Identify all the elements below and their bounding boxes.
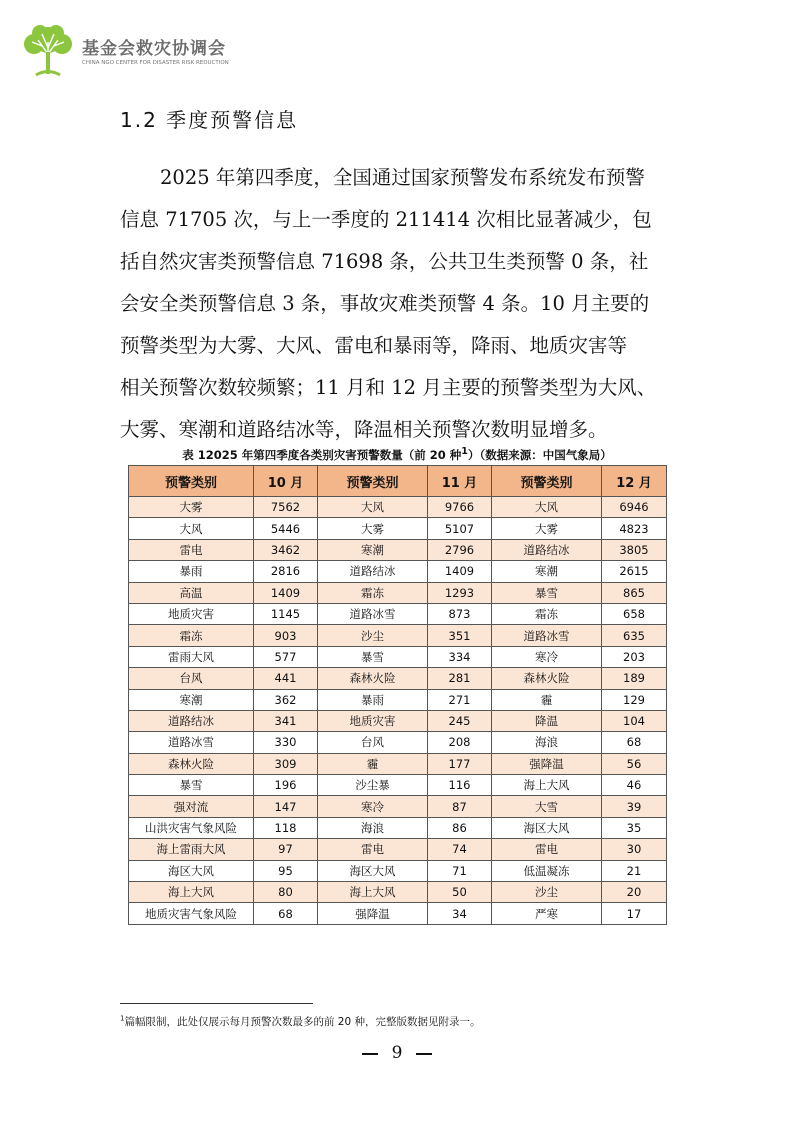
cell-category-oct: 大风 bbox=[129, 518, 254, 539]
cell-category-nov: 雷电 bbox=[318, 839, 428, 860]
cell-category-dec: 霜冻 bbox=[492, 603, 602, 624]
paragraph-line: 括自然灾害类预警信息 71698 条，公共卫生类预警 0 条，社 bbox=[120, 250, 649, 273]
table-row bbox=[129, 732, 667, 753]
cell-count-dec: 4823 bbox=[602, 518, 667, 539]
cell-count-nov: 2796 bbox=[428, 539, 492, 560]
cell-count-dec: 17 bbox=[602, 903, 667, 924]
cell-count-nov: 116 bbox=[428, 775, 492, 796]
cell-category-oct: 霜冻 bbox=[129, 625, 254, 646]
table-caption bbox=[130, 446, 664, 463]
cell-category-dec: 强降温 bbox=[492, 753, 602, 774]
cell-category-dec: 海浪 bbox=[492, 732, 602, 753]
table-row bbox=[129, 775, 667, 796]
table-row bbox=[129, 903, 667, 924]
cell-category-nov: 寒潮 bbox=[318, 539, 428, 560]
cell-count-oct: 903 bbox=[254, 625, 318, 646]
cell-category-nov: 海浪 bbox=[318, 817, 428, 838]
table-row bbox=[129, 497, 667, 518]
cell-count-nov: 281 bbox=[428, 668, 492, 689]
cell-category-nov: 暴雪 bbox=[318, 646, 428, 667]
cell-category-oct: 暴雪 bbox=[129, 775, 254, 796]
cell-category-oct: 森林火险 bbox=[129, 753, 254, 774]
cell-category-nov: 大风 bbox=[318, 497, 428, 518]
page-dash-right bbox=[416, 1053, 432, 1055]
cell-count-nov: 873 bbox=[428, 603, 492, 624]
cell-category-nov: 沙尘 bbox=[318, 625, 428, 646]
cell-category-oct: 海上雷雨大风 bbox=[129, 839, 254, 860]
cell-category-nov: 暴雨 bbox=[318, 689, 428, 710]
table-row bbox=[129, 668, 667, 689]
cell-category-oct: 海上大风 bbox=[129, 882, 254, 903]
cell-count-dec: 3805 bbox=[602, 539, 667, 560]
cell-category-dec: 严寒 bbox=[492, 903, 602, 924]
cell-category-dec: 大风 bbox=[492, 497, 602, 518]
table-row bbox=[129, 860, 667, 881]
cell-count-nov: 177 bbox=[428, 753, 492, 774]
page-dash-left bbox=[362, 1053, 378, 1055]
table-row bbox=[129, 539, 667, 560]
cell-category-oct: 寒潮 bbox=[129, 689, 254, 710]
cell-category-oct: 地质灾害 bbox=[129, 603, 254, 624]
paragraph-line: 信息 71705 次，与上一季度的 211414 次相比显著减少，包 bbox=[120, 208, 652, 231]
cell-category-nov: 霾 bbox=[318, 753, 428, 774]
cell-count-oct: 3462 bbox=[254, 539, 318, 560]
header-category-nov: 预警类别 bbox=[318, 466, 428, 497]
cell-category-oct: 地质灾害气象风险 bbox=[129, 903, 254, 924]
header-dec: 12 月 bbox=[602, 466, 667, 497]
cell-count-nov: 1293 bbox=[428, 582, 492, 603]
cell-category-oct: 大雾 bbox=[129, 497, 254, 518]
cell-count-dec: 203 bbox=[602, 646, 667, 667]
cell-category-oct: 雷电 bbox=[129, 539, 254, 560]
cell-count-dec: 39 bbox=[602, 796, 667, 817]
cell-category-dec: 道路冰雪 bbox=[492, 625, 602, 646]
cell-category-dec: 道路结冰 bbox=[492, 539, 602, 560]
cell-category-dec: 海区大风 bbox=[492, 817, 602, 838]
cell-count-oct: 7562 bbox=[254, 497, 318, 518]
cell-category-nov: 寒冷 bbox=[318, 796, 428, 817]
table-row bbox=[129, 839, 667, 860]
table-body bbox=[129, 497, 667, 925]
cell-count-dec: 635 bbox=[602, 625, 667, 646]
caption-footnote-marker: 1 bbox=[461, 446, 468, 457]
cell-count-oct: 577 bbox=[254, 646, 318, 667]
cell-category-nov: 强降温 bbox=[318, 903, 428, 924]
cell-category-oct: 强对流 bbox=[129, 796, 254, 817]
cell-count-oct: 196 bbox=[254, 775, 318, 796]
cell-count-nov: 74 bbox=[428, 839, 492, 860]
body-paragraph bbox=[120, 157, 676, 451]
cell-category-dec: 沙尘 bbox=[492, 882, 602, 903]
cell-count-oct: 1145 bbox=[254, 603, 318, 624]
footnote-text: 篇幅限制，此处仅展示每月预警次数最多的前 20 种，完整版数据见附录一。 bbox=[124, 1016, 481, 1028]
cell-count-dec: 6946 bbox=[602, 497, 667, 518]
cell-count-dec: 129 bbox=[602, 689, 667, 710]
table-header-row bbox=[129, 466, 667, 497]
header-oct: 10 月 bbox=[254, 466, 318, 497]
footnote bbox=[120, 1014, 481, 1029]
cell-category-dec: 霾 bbox=[492, 689, 602, 710]
cell-count-oct: 5446 bbox=[254, 518, 318, 539]
cell-count-oct: 2816 bbox=[254, 561, 318, 582]
header-category-oct: 预警类别 bbox=[129, 466, 254, 497]
cell-count-nov: 208 bbox=[428, 732, 492, 753]
cell-count-dec: 2615 bbox=[602, 561, 667, 582]
footnote-marker: 1 bbox=[120, 1014, 125, 1023]
cell-category-nov: 森林火险 bbox=[318, 668, 428, 689]
table-row bbox=[129, 689, 667, 710]
cell-category-dec: 海上大风 bbox=[492, 775, 602, 796]
cell-category-oct: 道路冰雪 bbox=[129, 732, 254, 753]
cell-category-nov: 沙尘暴 bbox=[318, 775, 428, 796]
cell-count-dec: 30 bbox=[602, 839, 667, 860]
footnote-divider bbox=[120, 1003, 313, 1004]
cell-count-nov: 245 bbox=[428, 710, 492, 731]
cell-count-oct: 309 bbox=[254, 753, 318, 774]
cell-count-nov: 5107 bbox=[428, 518, 492, 539]
caption-tail: ）（数据来源：中国气象局） bbox=[467, 447, 612, 462]
cell-count-oct: 1409 bbox=[254, 582, 318, 603]
cell-count-dec: 20 bbox=[602, 882, 667, 903]
cell-category-dec: 寒潮 bbox=[492, 561, 602, 582]
section-title: 1.2 季度预警信息 bbox=[120, 108, 299, 132]
cell-category-nov: 海上大风 bbox=[318, 882, 428, 903]
cell-count-dec: 56 bbox=[602, 753, 667, 774]
cell-count-dec: 189 bbox=[602, 668, 667, 689]
cell-count-oct: 441 bbox=[254, 668, 318, 689]
cell-category-oct: 雷雨大风 bbox=[129, 646, 254, 667]
cell-count-oct: 97 bbox=[254, 839, 318, 860]
cell-category-dec: 大雪 bbox=[492, 796, 602, 817]
table-row bbox=[129, 561, 667, 582]
table-row bbox=[129, 518, 667, 539]
cell-count-dec: 865 bbox=[602, 582, 667, 603]
cell-count-dec: 35 bbox=[602, 817, 667, 838]
paragraph-line: 相关预警次数较频繁；11 月和 12 月主要的预警类型为大风、 bbox=[120, 376, 657, 399]
cell-count-dec: 104 bbox=[602, 710, 667, 731]
cell-category-nov: 道路结冰 bbox=[318, 561, 428, 582]
page-number-value: 9 bbox=[391, 1043, 403, 1063]
cell-count-nov: 1409 bbox=[428, 561, 492, 582]
org-name-cn: 基金会救灾协调会 bbox=[82, 39, 226, 59]
cell-category-dec: 寒冷 bbox=[492, 646, 602, 667]
table-row bbox=[129, 882, 667, 903]
header-category-dec: 预警类别 bbox=[492, 466, 602, 497]
cell-category-nov: 霜冻 bbox=[318, 582, 428, 603]
paragraph-line: 预警类型为大雾、大风、雷电和暴雨等，降雨、地质灾害等 bbox=[120, 334, 628, 357]
cell-category-oct: 海区大风 bbox=[129, 860, 254, 881]
table-row bbox=[129, 625, 667, 646]
header-nov: 11 月 bbox=[428, 466, 492, 497]
cell-count-nov: 50 bbox=[428, 882, 492, 903]
table-row bbox=[129, 603, 667, 624]
cell-category-dec: 低温凝冻 bbox=[492, 860, 602, 881]
org-name-en: CHINA NGO CENTER FOR DISASTER RISK REDUCTION bbox=[82, 60, 229, 66]
cell-category-oct: 道路结冰 bbox=[129, 710, 254, 731]
cell-category-dec: 森林火险 bbox=[492, 668, 602, 689]
cell-count-oct: 118 bbox=[254, 817, 318, 838]
cell-category-oct: 山洪灾害气象风险 bbox=[129, 817, 254, 838]
cell-count-oct: 341 bbox=[254, 710, 318, 731]
cell-count-nov: 34 bbox=[428, 903, 492, 924]
cell-count-dec: 46 bbox=[602, 775, 667, 796]
cell-count-nov: 86 bbox=[428, 817, 492, 838]
cell-category-nov: 台风 bbox=[318, 732, 428, 753]
cell-category-nov: 海区大风 bbox=[318, 860, 428, 881]
cell-count-nov: 9766 bbox=[428, 497, 492, 518]
cell-count-dec: 658 bbox=[602, 603, 667, 624]
cell-category-dec: 降温 bbox=[492, 710, 602, 731]
table-row bbox=[129, 710, 667, 731]
table-row bbox=[129, 796, 667, 817]
cell-count-oct: 68 bbox=[254, 903, 318, 924]
cell-category-oct: 暴雨 bbox=[129, 561, 254, 582]
cell-category-nov: 道路冰雪 bbox=[318, 603, 428, 624]
cell-count-oct: 147 bbox=[254, 796, 318, 817]
paragraph-line: 会安全类预警信息 3 条，事故灾难类预警 4 条。10 月主要的 bbox=[120, 292, 650, 315]
cell-category-dec: 暴雪 bbox=[492, 582, 602, 603]
cell-count-oct: 80 bbox=[254, 882, 318, 903]
cell-category-oct: 高温 bbox=[129, 582, 254, 603]
warning-count-table bbox=[128, 465, 667, 925]
cell-count-nov: 334 bbox=[428, 646, 492, 667]
tree-logo-icon bbox=[18, 22, 78, 78]
caption-main: 表 12025 年第四季度各类别灾害预警数量（前 20 种 bbox=[182, 447, 462, 462]
cell-category-oct: 台风 bbox=[129, 668, 254, 689]
paragraph-line: 大雾、寒潮和道路结冰等，降温相关预警次数明显增多。 bbox=[120, 418, 608, 441]
cell-count-nov: 351 bbox=[428, 625, 492, 646]
org-logo bbox=[18, 22, 229, 78]
cell-count-oct: 330 bbox=[254, 732, 318, 753]
cell-category-dec: 大雾 bbox=[492, 518, 602, 539]
cell-count-dec: 68 bbox=[602, 732, 667, 753]
cell-count-dec: 21 bbox=[602, 860, 667, 881]
table-row bbox=[129, 646, 667, 667]
cell-count-nov: 87 bbox=[428, 796, 492, 817]
cell-count-oct: 362 bbox=[254, 689, 318, 710]
table-row bbox=[129, 582, 667, 603]
cell-category-dec: 雷电 bbox=[492, 839, 602, 860]
cell-category-nov: 大雾 bbox=[318, 518, 428, 539]
paragraph-line: 2025 年第四季度，全国通过国家预警发布系统发布预警 bbox=[160, 166, 645, 189]
table-row bbox=[129, 753, 667, 774]
cell-category-nov: 地质灾害 bbox=[318, 710, 428, 731]
table-row bbox=[129, 817, 667, 838]
cell-count-oct: 95 bbox=[254, 860, 318, 881]
cell-count-nov: 71 bbox=[428, 860, 492, 881]
cell-count-nov: 271 bbox=[428, 689, 492, 710]
page-number bbox=[0, 1043, 794, 1063]
